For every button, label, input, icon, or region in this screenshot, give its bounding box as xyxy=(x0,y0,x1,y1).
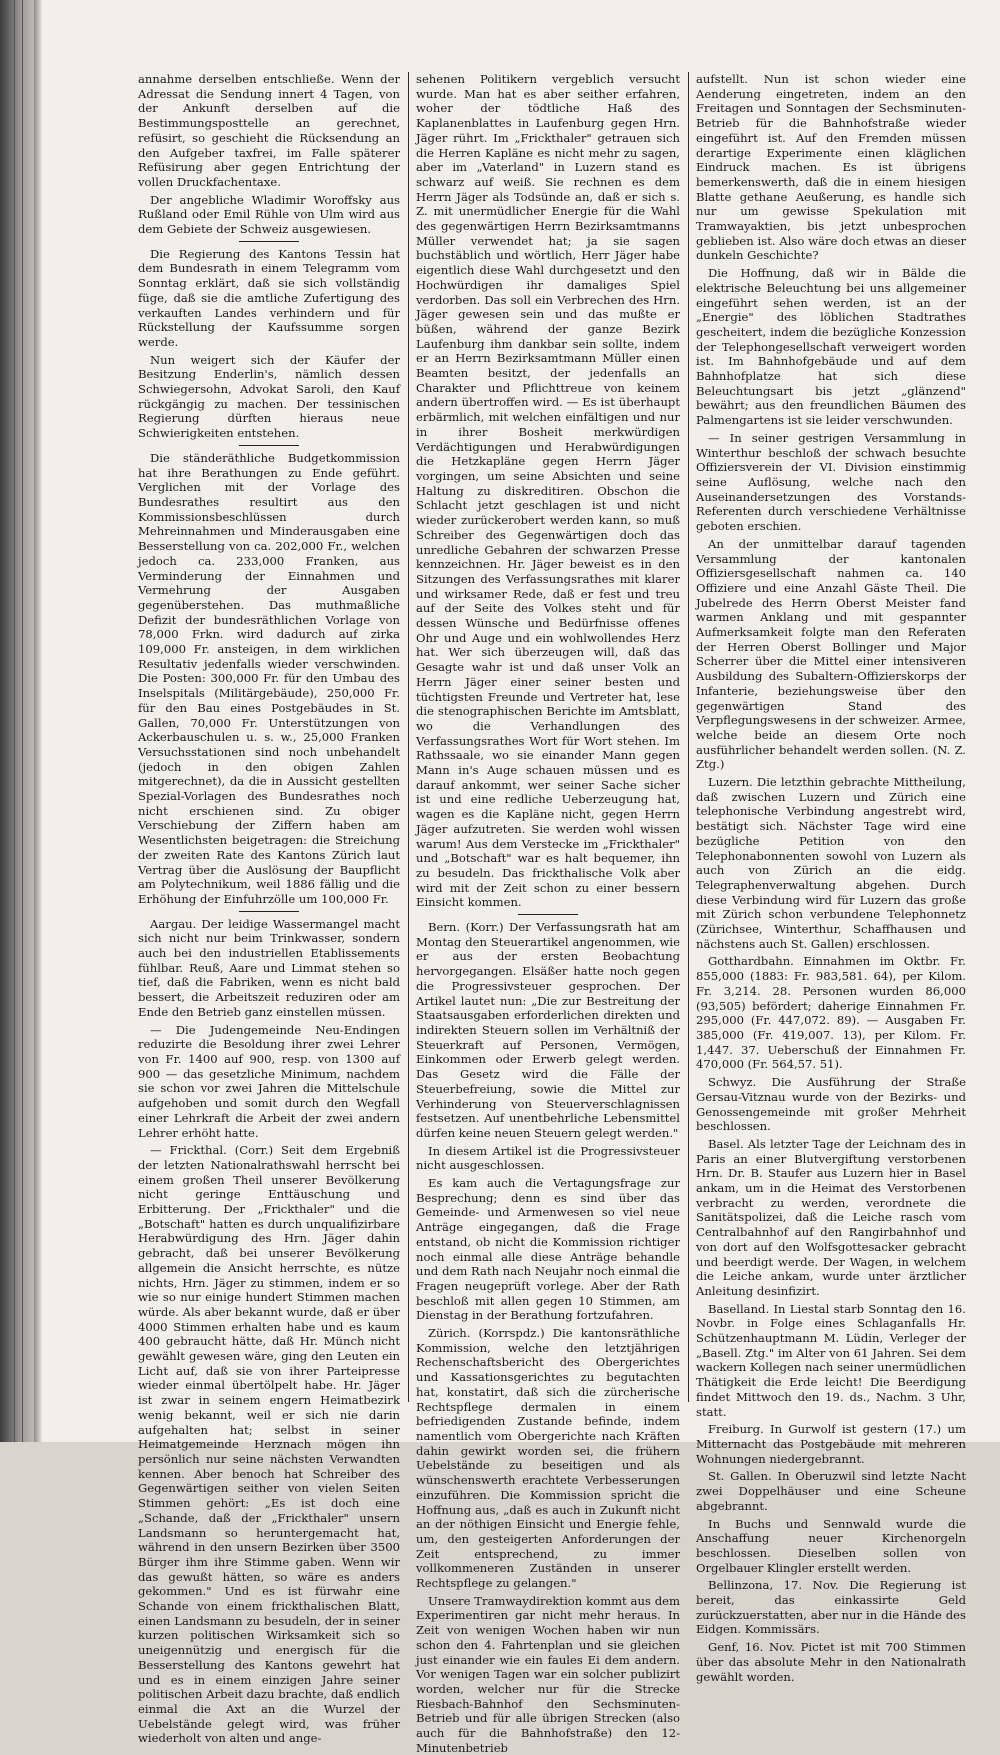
paragraph: In diesem Artikel ist die Progressivsteuer nicht ausgeschlossen. xyxy=(416,1143,680,1173)
column-3 xyxy=(696,72,966,1684)
paragraph: Freiburg. In Gurwolf ist gestern (17.) um Mitternacht das Postgebäude mit mehreren Wohnungen niedergebrannt. xyxy=(696,1422,966,1466)
column-2 xyxy=(416,72,680,1755)
paragraph: Unsere Tramwaydirektion kommt aus dem Experimentiren gar nicht mehr heraus. In Zeit von wenigen Wochen haben wir nun schon den 4. Fahrtenplan und sie gleichen just einander wie ein faules Ei dem andern. Vor wenigen Tagen war ein solcher publizirt worden, welcher nur für die Strecke Riesbach-Bahnhof den Sechsminuten-Betrieb und für alle übrigen Strecken (also auch für die Bahnhofstraße) den 12-Minutenbetrieb xyxy=(416,1593,680,1755)
paragraph: Bern. (Korr.) Der Verfassungsrath hat am Montag den Steuerartikel angenommen, wie er aus der ersten Beobachtung hervorgegangen. Elsäßer hatte noch gegen die Progressivsteuer gesprochen. Der Artikel lautet nun: „Die zur Bestreitung der Staatsausgaben erforderlichen direkten und indirekten Steuern sollen im Verhältniß der Steuerkraft auf Personen, Vermögen, Einkommen oder Erwerb gelegt werden. Das Gesetz wird die Fälle der Steuerbefreiung, sowie die Mittel zur Verhinderung von Steuerverschlagnissen festsetzen. Auf unentbehrliche Lebensmittel dürfen keine neuen Steuern gelegt werden." xyxy=(416,920,680,1140)
paragraph: Die ständeräthliche Budgetkommission hat ihre Berathungen zu Ende geführt. Verglichen mit der Vorlage des Bundesrathes resultirt aus den Kommissionsbeschlüssen durch Mehreinnahmen und Minderausgaben eine Besserstellung von ca. 202,000 Fr., welchen jedoch ca. 233,000 Franken, aus Verminderung der Einnahmen und Vermehrung der Ausgaben gegenüberstehen. Das muthmaßliche Defizit der bundesräthlichen Vorlage von 78,000 Frkn. wird dadurch auf zirka 109,000 Fr. ansteigen, in dem wirklichen Resultativ jedenfalls wieder verschwinden. Die Posten: 300,000 Fr. für den Umbau des Inselspitals (Militärgebäude), 250,000 Fr. für den Bau eines Postgebäudes in St. Gallen, 70,000 Fr. Unterstützungen von Ackerbauschulen u. s. w., 25,000 Franken Versuchsstationen sind noch unbehandelt (jedoch in den obigen Zahlen mitgerechnet), da die in Aussicht gestellten Spezial-Vorlagen des Bundesrathes noch nicht erschienen sind. Zu obiger Verschiebung der Ziffern haben am Wesentlichsten beigetragen: die Streichung der zweiten Rate des Kantons Zürich laut Vertrag über die Auslösung der Baupflicht am Polytechnikum, weil 1886 fällig und die Erhöhung der Einfuhrzölle um 100,000 Fr. xyxy=(138,450,400,906)
paragraph: Genf, 16. Nov. Pictet ist mit 700 Stimmen über das absolute Mehr in den Nationalrath gewählt worden. xyxy=(696,1640,966,1684)
separator-rule xyxy=(239,445,299,446)
paragraph: Nun weigert sich der Käufer der Besitzung Enderlin's, nämlich dessen Schwiegersohn, Advokat Saroli, den Kauf rückgängig zu machen. Der tessinischen Regierung dürften hieraus neue Schwierigkeiten entstehen. xyxy=(138,352,400,441)
separator-rule xyxy=(518,914,578,915)
column-1 xyxy=(138,72,400,1746)
paragraph: Schwyz. Die Ausführung der Straße Gersau-Vitznau wurde von der Bezirks- und Genossengemeinde mit großer Mehrheit beschlossen. xyxy=(696,1075,966,1134)
paragraph: Der angebliche Wladimir Woroffsky aus Rußland oder Emil Rühle von Ulm wird aus dem Gebiete der Schweiz ausgewiesen. xyxy=(138,192,400,237)
paragraph: St. Gallen. In Oberuzwil sind letzte Nacht zwei Doppelhäuser und eine Scheune abgebrannt. xyxy=(696,1469,966,1513)
paragraph: Aargau. Der leidige Wassermangel macht sich nicht nur beim Trinkwasser, sondern auch bei den industriellen Etablissements fühlbar. Reuß, Aare und Limmat stehen so tief, daß die Fabriken, wenn es nicht bald bessert, die Arbeitszeit reduziren oder am Ende den Betrieb ganz einstellen müssen. xyxy=(138,916,400,1019)
paragraph: — Die Judengemeinde Neu-Endingen reduzirte die Besoldung ihrer zwei Lehrer von Fr. 1400 auf 900, resp. von 1300 auf 900 — das gesetzliche Minimum, nachdem sie schon vor zwei Jahren die Mittelschule aufgehoben und somit durch den Wegfall einer Lehrkraft die Arbeit der zwei andern Lehrer erhöht hatte. xyxy=(138,1022,400,1140)
binding-edge-line xyxy=(22,0,23,1442)
column-rule xyxy=(408,72,409,1402)
binding-edge-line xyxy=(6,0,7,1442)
paragraph: Bellinzona, 17. Nov. Die Regierung ist bereit, das einkassirte Geld zurückzuerstatten, aber nur in die Hände des Eidgen. Kommissärs. xyxy=(696,1578,966,1637)
binding-edge-line xyxy=(14,0,15,1442)
column-rule xyxy=(688,72,689,1402)
separator-rule xyxy=(239,241,299,242)
paragraph: — In seiner gestrigen Versammlung in Winterthur beschloß der schwach besuchte Offiziersverein der VI. Division einstimmig seine Auflösung, welche nach den Auseinandersetzungen des Vorstands-Referenten durch verschiedene Verhältnisse geboten erschien. xyxy=(696,430,966,534)
paragraph: Baselland. In Liestal starb Sonntag den 16. Novbr. in Folge eines Schlaganfalls Hr. Schützenhauptmann M. Lüdin, Verleger der „Basell. Ztg." im Alter von 61 Jahren. Sei dem wackern Kollegen nach seiner unermüdlichen Thätigkeit die Erde leicht! Die Beerdigung findet Mittwoch den 19. ds., Nachm. 3 Uhr, statt. xyxy=(696,1301,966,1419)
paragraph: sehenen Politikern vergeblich versucht wurde. Man hat es aber seither erfahren, woher der tödtliche Haß des Kaplanenblattes in Laufenburg gegen Hrn. Jäger rührt. Im „Frickthaler" getrauen sich die Herren Kapläne es nicht mehr zu sagen, aber im „Vaterland" in Luzern stand es schwarz auf weiß. Sie rechnen es dem Herrn Jäger als Todsünde an, daß er sich s. Z. mit unermüdlicher Energie für die Wahl des gegenwärtigen Herrn Bezirksamtmanns Müller verwendet hat; ja sie sagen buchstäblich und wörtlich, Herr Jäger habe eigentlich diese Wahl durchgesetzt und den Hochwürdigen ihr damaliges Spiel verdorben. Das soll ein Verbrechen des Hrn. Jäger gewesen sein und das mußte er büßen, während der ganze Bezirk Laufenburg ihm dankbar sein sollte, indem er an Herrn Bezirksamtmann Müller einen Beamten besitzt, der jedenfalls an Charakter und Pflichttreue von keinem andern übertroffen wird. — Es ist überhaupt erbärmlich, mit welchen einfältigen und nur in ihrer Bosheit merkwürdigen Verdächtigungen und Herabwürdigungen die Hetzkapläne gegen Herrn Jäger vorgingen, um seine Absichten und seine Haltung zu diskreditiren. Obschon die Schlacht jetzt geschlagen ist und nicht wieder zurückerobert werden kann, so muß Schreiber des Gegenwärtigen doch das unredliche Gebahren der schwarzen Presse kennzeichnen. Hr. Jäger beweist es in den Sitzungen des Verfassungsrathes mit klarer und wirksamer Rede, daß er fest und treu auf der Seite des Volkes steht und für dessen Wünsche und Bedürfnisse offenes Ohr und Auge und ein wohlwollendes Herz hat. Wer sich überzeugen will, daß das Gesagte wahr ist und daß unser Volk an Herrn Jäger einer seiner besten und tüchtigsten Freunde und Vertreter hat, lese die stenographischen Berichte im Amtsblatt, wo die Verhandlungen des Verfassungsrathes Wort für Wort stehen. Im Rathssaale, wo sie einander Mann gegen Mann in's Auge schauen müssen und es darauf ankommt, wer seiner Sache sicher ist und eine redliche Ueberzeugung hat, wagen es die Kapläne nicht, gegen Herrn Jäger aufzutreten. Sie werden wohl wissen warum! Aus dem Verstecke im „Frickthaler" und „Botschaft" war es halt bequemer, ihn zu besudeln. Das frickthalische Volk aber wird mit der Zeit schon zu einer bessern Einsicht kommen. xyxy=(416,72,680,910)
separator-rule xyxy=(239,911,299,912)
paragraph: In Buchs und Sennwald wurde die Anschaffung neuer Kirchenorgeln beschlossen. Dieselben sollen von Orgelbauer Klingler erstellt werden. xyxy=(696,1516,966,1575)
paragraph: Basel. Als letzter Tage der Leichnam des in Paris an einer Blutvergiftung verstorbenen Hrn. Dr. B. Staufer aus Luzern hier in Basel ankam, um in die Heimat des Verstorbenen verbracht zu werden, verordnete die Sanitätspolizei, daß die Leiche rasch vom Centralbahnhof auf den Rangirbahnhof und von dort auf den Wolfsgottesacker gebracht und beerdigt werde. Der Wagen, in welchem die Leiche ankam, wurde unter ärztlicher Anleitung desinfizirt. xyxy=(696,1136,966,1298)
paragraph: — Frickthal. (Corr.) Seit dem Ergebniß der letzten Nationalrathswahl herrscht bei einem großen Theil unserer Bevölkerung nicht geringe Enttäuschung und Erbitterung. Der „Frickthaler" und die „Botschaft" hatten es durch unqualifizirbare Herabwürdigung des Hrn. Jäger dahin gebracht, daß bei unserer Bevölkerung allgemein die Ansicht herrschte, es nütze nichts, Hrn. Jäger zu stimmen, indem er so wie so nur einige hundert Stimmen machen würde. Als aber bekannt wurde, daß er über 4000 Stimmen erhalten habe und es kaum 400 gebraucht hätte, daß Hr. Münch nicht gewählt gewesen wäre, ging den Leuten ein Licht auf, daß sie von ihrer Parteipresse wieder einmal übertölpelt habe. Hr. Jäger ist zwar in seinem engern Heimatbezirk wenig bekannt, weil er sich nie darin aufgehalten hat; selbst in seiner Heimatgemeinde Herznach mögen ihn persönlich nur seine nächsten Verwandten kennen. Aber benoch hat Schreiber des Gegenwärtigen seither von vielen Seiten Stimmen gehört: „Es ist doch eine „Schande, daß der „Frickthaler" unsern Landsmann so heruntergemacht hat, während in den unsern Bezirken über 3500 Bürger ihm ihre Stimme gaben. Wenn wir das gewußt hätten, so wäre es anders gekommen." Und es ist fürwahr eine Schande von einem frickthalischen Blatt, einen Landsmann zu besudeln, der in seiner kurzen politischen Wirksamkeit sich so uneigennützig und energisch für die Besserstellung des Kantons gewehrt hat und es in einem einzigen Jahre seiner politischen Arbeit dazu brachte, daß endlich einmal die Axt an die Wurzel der Uebelstände gelegt wird, was früher wiederholt von alten und ange- xyxy=(138,1143,400,1746)
paragraph: An der unmittelbar darauf tagenden Versammlung der kantonalen Offiziersgesellschaft nahmen ca. 140 Offiziere und eine Anzahl Gäste Theil. Die Jubelrede des Herrn Oberst Meister fand warmen Anklang und mit gespannter Aufmerksamkeit folgte man den Referaten der Herren Oberst Bollinger und Major Scherrer über die Mittel einer intensiveren Ausbildung des Subaltern-Offizierskorps der Infanterie, beziehungsweise über den gegenwärtigen Stand des Verpflegungswesens in der schweizer. Armee, welche beide an diesem Orte noch ausführlicher behandelt werden sollen. (N. Z. Ztg.) xyxy=(696,536,966,772)
paragraph: Die Regierung des Kantons Tessin hat dem Bundesrath in einem Telegramm vom Sonntag erklärt, daß sie sich vollständig füge, daß sie die amtliche Zufertigung des verkauften Landes verhindern und für Rückstellung der Kaufssumme sorgen werde. xyxy=(138,246,400,349)
paragraph: Luzern. Die letzthin gebrachte Mittheilung, daß zwischen Luzern und Zürich eine telephonische Verbindung angestrebt wird, bestätigt sich. Nächster Tage wird eine bezügliche Petition von den Telephonabonnenten sowohl von Luzern als auch von Zürich an die eidg. Telegraphenverwaltung abgehen. Durch diese Verbindung wird für Luzern das große mit Zürich schon verbundene Telephonnetz (Zürichsee, Winterthur, Schaffhausen und nächstens auch St. Gallen) erschlossen. xyxy=(696,775,966,951)
paragraph: Zürich. (Korrspdz.) Die kantonsräthliche Kommission, welche den letztjährigen Rechenschaftsbericht des Obergerichtes und Kassationsgerichtes zu begutachten hat, konstatirt, daß sich die zürcherische Rechtspflege dermalen in einem befriedigenden Zustande befinde, indem namentlich vom Obergerichte nach Kräften dahin gewirkt worden sei, die frühern Uebelstände zu beseitigen und als wünschenswerth erachtete Verbesserungen einzuführen. Die Kommission spricht die Hoffnung aus, „daß es auch in Zukunft nicht an der nöthigen Einsicht und Energie fehle, um, den gesteigerten Anforderungen der Zeit entsprechend, zu immer vollkommeneren Zuständen in unserer Rechtspflege zu gelangen." xyxy=(416,1326,680,1591)
paragraph: annahme derselben entschließe. Wenn der Adressat die Sendung innert 4 Tagen, von der Ankunft derselben auf die Bestimmungsposttelle an gerechnet, refüsirt, so geschieht die Rücksendung an den Aufgeber taxfrei, im Falle späterer Refüsirung aber gegen Entrichtung der vollen Druckfachentaxe. xyxy=(138,72,400,189)
paragraph: Es kam auch die Vertagungsfrage zur Besprechung; denn es sind über das Gemeinde- und Armenwesen so viel neue Anträge eingegangen, daß die Frage entstand, ob nicht die Kommission richtiger noch einmal alle diese Anträge behandle und dem Rath nach Neujahr noch einmal die Fragen neugeprüft vorlege. Aber der Rath beschloß mit allen gegen 10 Stimmen, am Dienstag in der Berathung fortzufahren. xyxy=(416,1176,680,1323)
paragraph: Die Hoffnung, daß wir in Bälde die elektrische Beleuchtung bei uns allgemeiner eingeführt sehen werden, ist an der „Energie" des löblichen Stadtrathes gescheitert, indem die bezügliche Konzession der Telephongesellschaft verweigert worden ist. Im Bahnhofgebäude und auf dem Bahnhofplatze hat sich diese Beleuchtungsart bis jetzt „glänzend" bewährt; aus den freundlichen Bäumen des Palmengartens ist sie leider verschwunden. xyxy=(696,266,966,428)
paragraph: Gotthardbahn. Einnahmen im Oktbr. Fr. 855,000 (1883: Fr. 983,581. 64), per Kilom. Fr. 3,214. 28. Personen wurden 86,000 (93,505) befördert; daherige Einnahmen Fr. 295,000 (Fr. 447,072. 89). — Ausgaben Fr. 385,000 (Fr. 419,007. 13), per Kilom. Fr. 1,447. 37. Ueberschuß der Einnahmen Fr. 470,000 (Fr. 564,57. 51). xyxy=(696,954,966,1072)
paragraph: aufstellt. Nun ist schon wieder eine Aenderung eingetreten, indem an den Freitagen und Sonntagen der Sechsminuten-Betrieb für die Bahnhofstraße wieder eingeführt ist. Auf den Fremden müssen derartige Experimente einen kläglichen Eindruck machen. Es ist übrigens bemerkenswerth, daß die in einem hiesigen Blatte gethane Aeußerung, es handle sich nur um gewisse Spekulation mit Tramwayaktien, bis jetzt unbesprochen geblieben ist. Also wäre doch etwas an dieser dunkeln Geschichte? xyxy=(696,72,966,263)
page-gutter-shadow xyxy=(34,0,42,1442)
